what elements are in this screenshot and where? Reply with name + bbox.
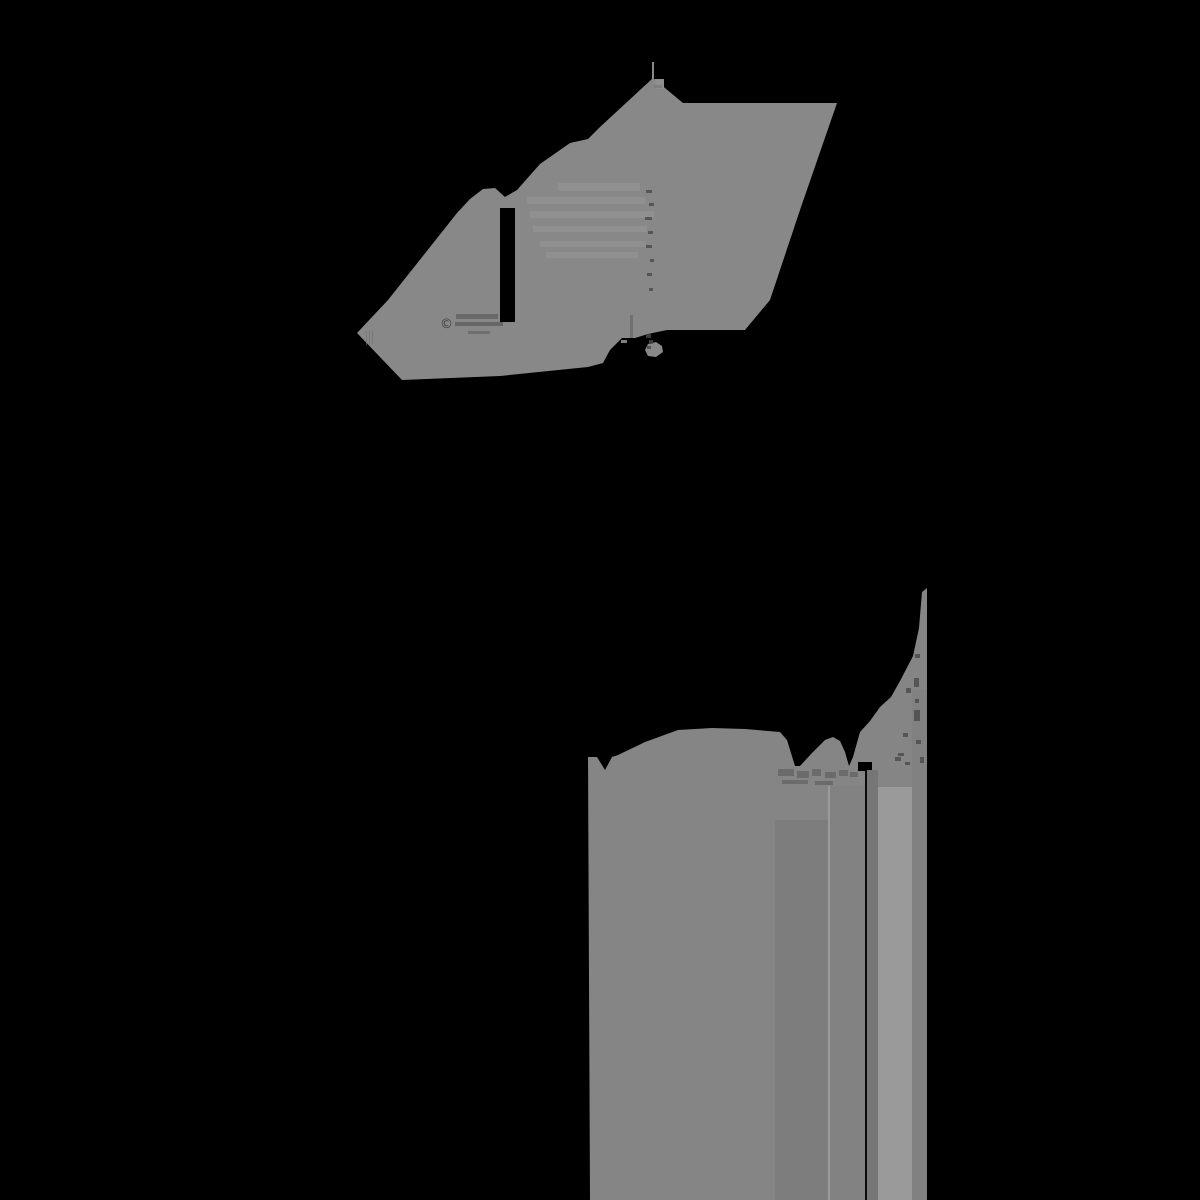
label-smudge (839, 770, 848, 776)
speck (646, 245, 652, 248)
stripe-row (558, 183, 640, 191)
band-dark2 (867, 770, 878, 1200)
attribution-smudge (456, 314, 498, 319)
attribution-text: © (440, 317, 453, 332)
stripe-row (533, 226, 647, 232)
speck (649, 203, 654, 206)
band-light (878, 787, 912, 1200)
attribution-smudge (455, 322, 503, 326)
spire-line (652, 62, 654, 79)
band-right (912, 690, 927, 1200)
label-smudge (778, 769, 794, 776)
label-smudge (825, 772, 836, 778)
speck (905, 762, 910, 765)
speck (646, 190, 652, 193)
stripe-row (540, 241, 646, 247)
label-smudge (797, 771, 809, 778)
speck (647, 346, 651, 349)
apex-notch-mark (654, 85, 662, 88)
speck (649, 340, 653, 344)
label-smudge (815, 781, 833, 785)
seam-light (828, 786, 830, 1200)
coast-dot (621, 340, 627, 343)
speck (914, 710, 920, 721)
speck (650, 259, 654, 262)
notch-line (630, 315, 633, 338)
speck (920, 757, 924, 763)
speck (647, 273, 652, 276)
label-smudge (850, 772, 858, 777)
attribution-smudge (468, 331, 490, 334)
speck (916, 740, 921, 744)
label-smudge (812, 769, 821, 776)
speck (895, 757, 901, 761)
stripe-row (546, 252, 638, 258)
label-smudge (782, 780, 808, 784)
speck (645, 217, 652, 220)
speck (898, 753, 904, 756)
stripe-mark (369, 330, 370, 345)
seam-top-blob (858, 762, 872, 771)
stripe-mark (366, 331, 367, 345)
speck (914, 678, 919, 687)
band-mid (830, 786, 865, 1200)
seam-black (865, 763, 867, 1200)
speck (646, 334, 651, 338)
inlet-slit (500, 208, 515, 322)
speck (648, 231, 653, 234)
speck (915, 654, 920, 658)
band-dark (775, 820, 828, 1200)
speck (649, 288, 653, 291)
speck (903, 733, 908, 737)
speck (915, 699, 919, 703)
stripe-mark (372, 331, 373, 344)
stripe-row (530, 211, 654, 218)
speck (906, 688, 911, 693)
stripe-row (527, 197, 645, 204)
